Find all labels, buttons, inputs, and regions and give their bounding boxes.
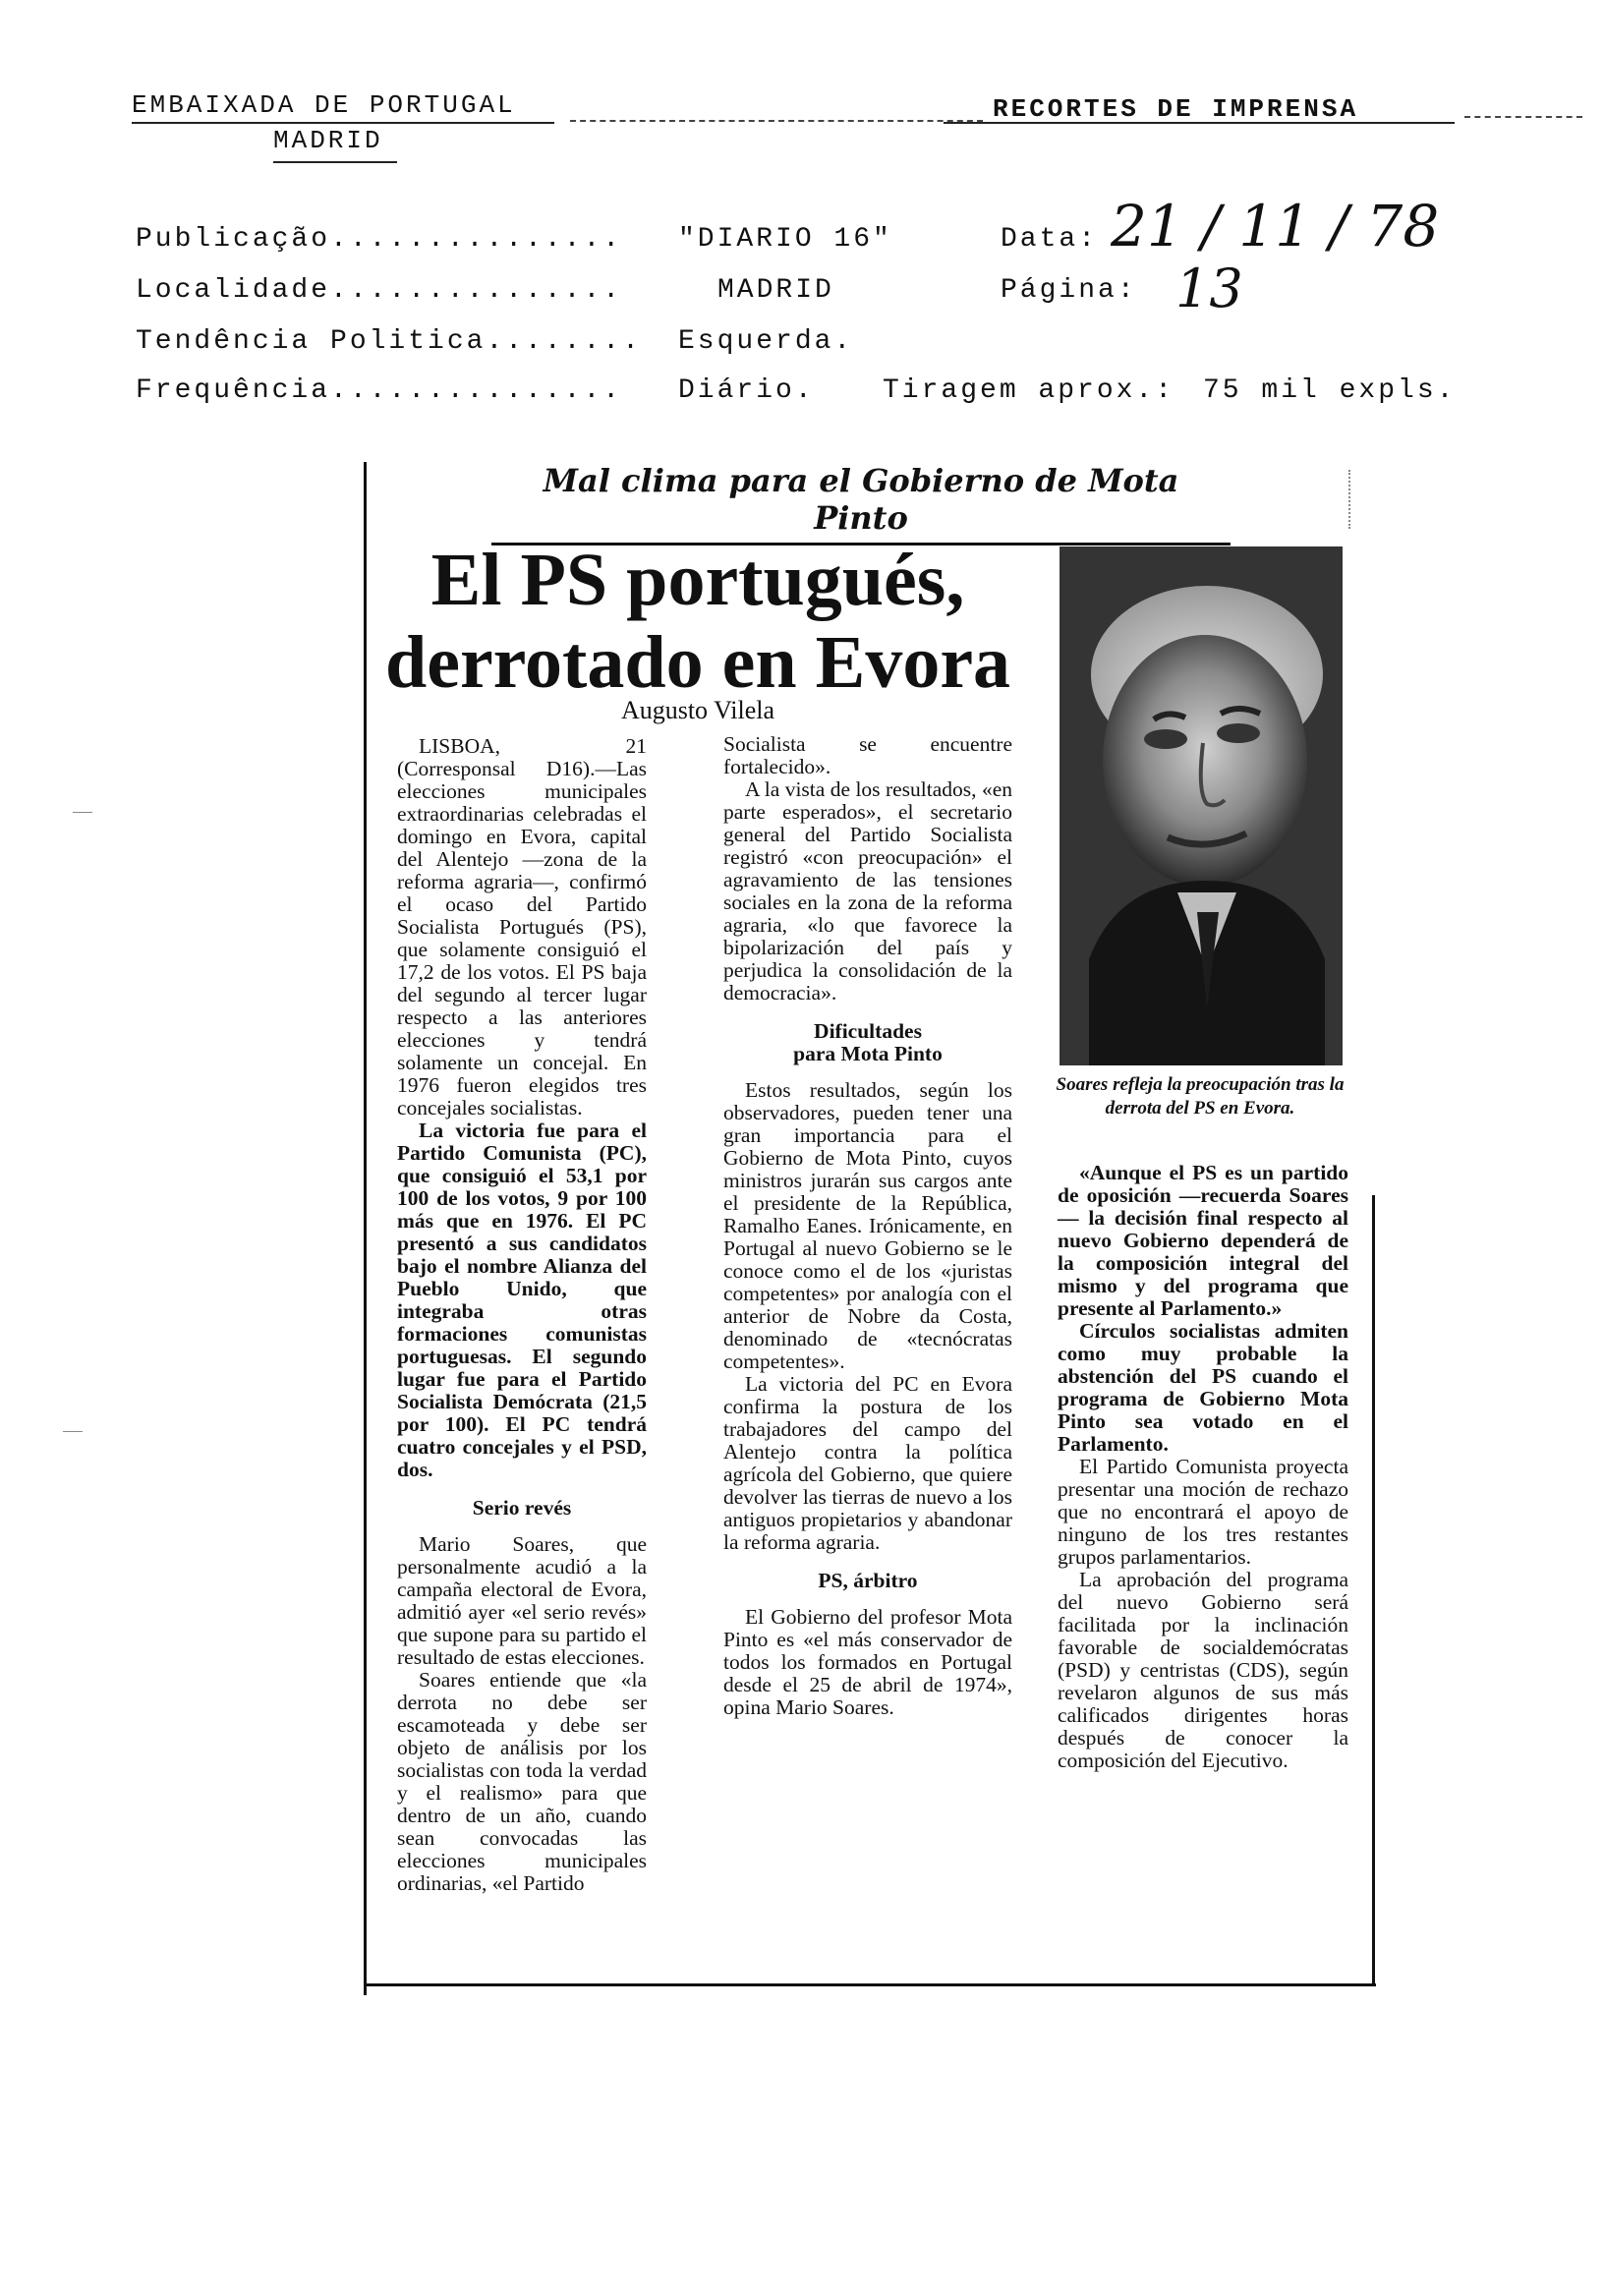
section-underline — [944, 122, 1455, 124]
localidade-value: MADRID — [717, 275, 834, 306]
col1-paragraph-2: La victoria fue para el Partido Comunista (PC), que consiguió el 53,1 por 100 de los votos, 9 por 100 más que en 1976. El PC presentó a sus candidatos bajo el nombre Alianza del Pueblo Unido, que integraba otras formaciones comunistas portuguesas. El segundo lugar fue para el Partido Socialista Demócrata (21,5 por 100). El PC tendrá cuatro concejales y el PSD, dos. — [397, 1119, 647, 1481]
section-title: RECORTES DE IMPRENSA — [993, 94, 1359, 124]
clipping-bottom-rule — [364, 1983, 1376, 1986]
col1-paragraph-1: LISBOA, 21 (Corresponsal D16).—Las elecciones municipales extraordinarias celebradas el domingo en Evora, capital del Alentejo —zona de la reforma agraria—, confirmó el ocaso del Partido Socialista Portugués (PS), que solamente consiguió el 17,2 de los votos. El PS baja del segundo al tercer lugar respecto a las anteriores elecciones y tendrá solamente un concejal. En 1976 fueron elegidos tres concejales socialistas. — [397, 734, 647, 1119]
localidade-label: Localidade............... — [136, 275, 623, 306]
publicacao-value: "DIARIO 16" — [678, 224, 892, 255]
form-row-tendencia — [136, 326, 854, 357]
col3-paragraph-1: «Aunque el PS es un partido de oposición —recuerda Soares— la decisión final respecto al nuevo Gobierno dependerá de la composición integral del mismo y del programa que presente al Parlamento.» — [1058, 1161, 1348, 1320]
clipping-right-rule — [1372, 1195, 1375, 1985]
col1-paragraph-4: Soares entiende que «la derrota no debe ser escamoteada y debe ser objeto de análisis por los socialistas con toda la verdad y el realismo» para que dentro de un año, cuando sean convocadas las elecciones municipales ordinarias, «el Partido — [397, 1668, 647, 1895]
col3-paragraph-2: Círculos socialistas admiten como muy probable la abstención del PS cuando el programa de Gobierno Mota Pinto sea votado en el Parlamento. — [1058, 1319, 1348, 1456]
embassy-city: MADRID — [273, 126, 383, 155]
col2-paragraph-3: Estos resultados, según los observadores, pueden tener una gran importancia para el Gobierno de Mota Pinto, cuyos ministros jurarán sus cargos ante el presidente de la República, Ramalho Eanes. Irónicamente, en Portugal al nuevo Gobierno se le conoce como el de los «juristas competentes» por analogía con el anterior de Nobre da Costa, denominado de «tecnócratas competentes». — [723, 1078, 1012, 1373]
subhead-dificultades: Dificultades — [814, 1019, 922, 1043]
clipping-left-rule — [364, 462, 367, 1995]
embassy-underline — [132, 122, 554, 124]
article-column-2 — [723, 733, 1012, 1719]
header-dash-right — [1464, 116, 1582, 118]
article-headline: El PS portugués, derrotado en Evora — [384, 539, 1011, 704]
subhead-ps-arbitro: PS, árbitro — [818, 1569, 918, 1592]
tiragem-value: 75 mil expls. — [1203, 375, 1457, 406]
subhead-serio-reves: Serio revés — [472, 1496, 572, 1520]
article-column-3 — [1058, 1162, 1348, 1772]
data-handwritten: 21 / 11 / 78 — [1111, 193, 1440, 259]
publicacao-label: Publicação............... — [136, 224, 623, 255]
frequencia-label: Frequência............... — [136, 375, 623, 406]
photo-caption: Soares refleja la preocupación tras la derrota del PS en Evora. — [1056, 1074, 1345, 1119]
form-row-frequencia — [136, 375, 1457, 406]
clipping-right-dotted — [1348, 470, 1350, 529]
col3-paragraph-4: La aprobación del programa del nuevo Gobierno será facilitada por la inclinación favorable de socialdemócratas (PSD) y centristas (CDS), según revelaron algunos de sus más calificados dirigentes horas después de conocer la composición del Ejecutivo. — [1058, 1568, 1348, 1772]
article-column-1 — [397, 735, 647, 1895]
tiragem-label: Tiragem aprox.: — [883, 375, 1175, 406]
col1-paragraph-3: Mario Soares, que personalmente acudió a la campaña electoral de Evora, admitió ayer «el serio revés» que supone para su partido el resultado de estas elecciones. — [397, 1532, 647, 1669]
col2-paragraph-2: A la vista de los resultados, «en parte esperados», el secretario general del Partido Socialista registró «con preocupación» el agravamiento de las tensiones sociales en la zona de la reforma agraria, «lo que favorece la bipolarización del país y perjudica la consolidación de la democracia». — [723, 777, 1012, 1004]
city-underline — [273, 161, 397, 163]
scan-mark — [73, 812, 92, 813]
article-byline: Augusto Vilela — [620, 696, 775, 724]
col2-paragraph-4: La victoria del PC en Evora confirma la postura de los trabajadores del campo del Alentejo contra la política agrícola del Gobierno, que quiere devolver las tierras de nuevo a los antiguos propietarios y abandonar la reforma agraria. — [723, 1372, 1012, 1554]
tendencia-label: Tendência Politica........ — [136, 326, 642, 357]
col2-paragraph-1: Socialista se encuentre fortalecido». — [723, 732, 1012, 778]
form-row-localidade — [136, 275, 834, 306]
article-kicker: Mal clima para el Gobierno de Mota Pinto — [491, 462, 1231, 545]
col2-paragraph-5: El Gobierno del profesor Mota Pinto es «el más conservador de todos los formados en Portugal desde el 25 de abril de 1974», opina Mario Soares. — [723, 1605, 1012, 1719]
pagina-label: Página: — [1001, 275, 1137, 306]
soares-photo — [1060, 546, 1343, 1065]
col3-paragraph-3: El Partido Comunista proyecta presentar una moción de rechazo que no encontrará el apoyo de ninguno de los tres restantes grupos parlamentarios. — [1058, 1455, 1348, 1569]
scan-mark — [63, 1431, 83, 1432]
subhead-para-mota-pinto: para Mota Pinto — [793, 1042, 943, 1065]
embassy-name: EMBAIXADA DE PORTUGAL — [132, 90, 516, 120]
form-row-publicacao — [136, 224, 892, 255]
pagina-handwritten: 13 — [1175, 258, 1243, 319]
data-label: Data: — [1001, 224, 1099, 255]
header-dash-left — [570, 120, 983, 122]
tendencia-value: Esquerda. — [678, 326, 854, 357]
portrait-image — [1060, 546, 1343, 1065]
frequencia-value: Diário. — [678, 375, 815, 406]
